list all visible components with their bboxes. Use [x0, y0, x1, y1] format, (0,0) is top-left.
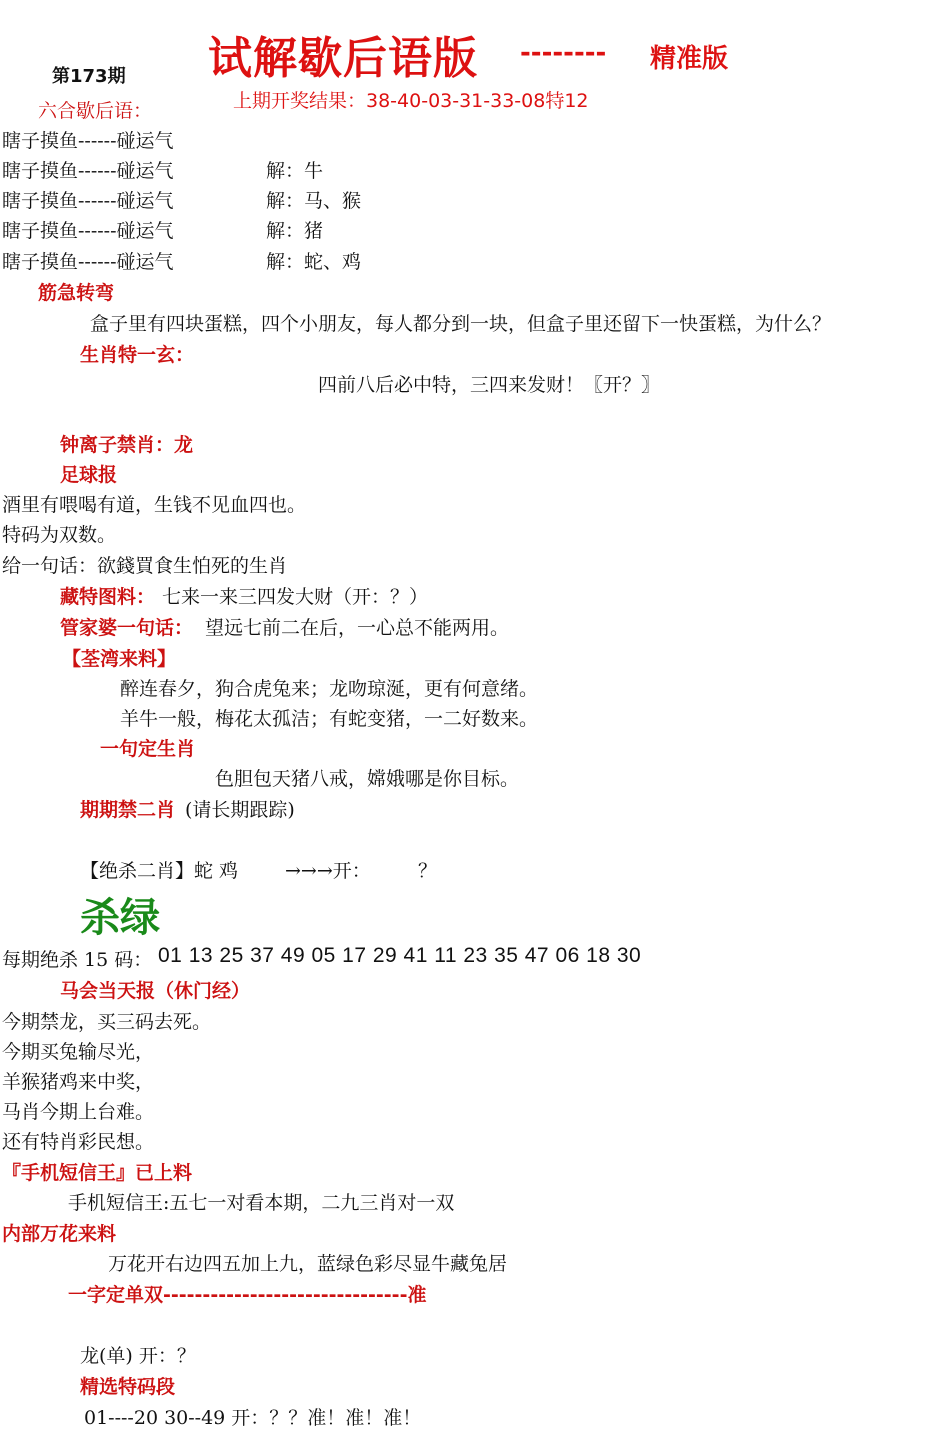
- yiju-heading: 一句定生肖: [100, 738, 196, 760]
- saying-answer: 解：牛: [266, 160, 324, 182]
- saying-line: 瞎子摸鱼------碰运气: [2, 190, 174, 212]
- football-line: 给一句话：欲錢買食生怕死的生肖: [2, 555, 288, 577]
- saying-line: 瞎子摸鱼------碰运气: [2, 160, 174, 182]
- mahui-line: 今期禁龙，买三码去死。: [2, 1011, 212, 1033]
- sms-text: 手机短信王:五七一对看本期，二九三肖对一双: [68, 1192, 455, 1214]
- quanwan-line: 醉连春夕，狗合虎兔来；龙吻琼涎，更有何意绪。: [120, 678, 539, 700]
- wanhua-heading: 内部万花来料: [2, 1223, 117, 1245]
- saying-line: 瞎子摸鱼------碰运气: [2, 251, 174, 273]
- guanjiapo-label: 管家婆一句话：: [60, 617, 194, 639]
- danshuang-heading: 一字定单双-------------------------------准: [68, 1284, 427, 1306]
- saying-line: 瞎子摸鱼------碰运气: [2, 130, 174, 152]
- quanwan-line: 羊牛一般，梅花太孤洁；有蛇变猪，一二好数来。: [120, 708, 539, 730]
- brainteaser-text: 盒子里有四块蛋糕，四个小朋友，每人都分到一块，但盒子里还留下一快蛋糕，为什么？: [90, 313, 832, 335]
- mahui-heading: 马会当天报（休门经）: [60, 980, 251, 1002]
- issue-number: 第173期: [52, 66, 126, 87]
- segment-heading: 精选特码段: [80, 1376, 176, 1398]
- last-result: 上期开奖结果：38-40-03-31-33-08特12: [233, 90, 589, 112]
- kill-arrows: →→→开：: [285, 860, 371, 882]
- mahui-line: 羊猴猪鸡来中奖，: [2, 1071, 155, 1093]
- quanwan-heading: 【荃湾来料】: [62, 648, 177, 670]
- kill-result: ？: [418, 860, 438, 882]
- cangte-label: 藏特图料：: [60, 586, 156, 608]
- liuhe-heading: 六合歇后语：: [38, 100, 153, 122]
- shengxiao-heading: 生肖特一玄：: [80, 344, 195, 366]
- wanhua-text: 万花开右边四五加上九，蓝绿色彩尽显牛藏兔居: [108, 1253, 508, 1275]
- mahui-line: 还有特肖彩民想。: [2, 1131, 155, 1153]
- shengxiao-text: 四前八后必中特，三四来发财！〖开？〗: [318, 374, 661, 396]
- kill-green-heading: 杀绿: [80, 895, 160, 941]
- saying-answer: 解：蛇、鸡: [266, 251, 362, 273]
- title-tail: 精准版: [650, 44, 729, 74]
- segment-text: 01----20 30--49 开：？？准！准！准！: [84, 1407, 422, 1429]
- qiqi-heading: 期期禁二肖: [80, 799, 176, 821]
- saying-answer: 解：马、猴: [266, 190, 362, 212]
- danshuang-text: 龙(单) 开：？: [80, 1345, 196, 1367]
- page-title: 试解歇后语版: [208, 33, 478, 84]
- football-heading: 足球报: [60, 464, 118, 486]
- yiju-text: 色胆包天猪八戒，嫦娥哪是你目标。: [215, 768, 520, 790]
- brainteaser-heading: 筋急转弯: [38, 282, 115, 304]
- kill-label: 【绝杀二肖】蛇 鸡: [80, 860, 239, 882]
- saying-answer: 解：猪: [266, 220, 324, 242]
- kill-green-numbers: 01 13 25 37 49 05 17 29 41 11 23 35 47 06 18 30: [158, 944, 642, 967]
- saying-line: 瞎子摸鱼------碰运气: [2, 220, 174, 242]
- football-line: 特码为双数。: [2, 524, 117, 546]
- mahui-line: 今期买兔输尽光，: [2, 1041, 155, 1063]
- zhongli-label: 钟离子禁肖：龙: [60, 434, 194, 456]
- title-dash: --------: [520, 38, 607, 68]
- qiqi-note: (请长期跟踪): [185, 799, 295, 821]
- guanjiapo-text: 望远七前二在后，一心总不能两用。: [205, 617, 510, 639]
- sms-heading: 『手机短信王』已上料: [2, 1162, 193, 1184]
- football-line: 酒里有喂喝有道，生钱不见血四也。: [2, 494, 307, 516]
- mahui-line: 马肖今期上台难。: [2, 1101, 155, 1123]
- kill-green-label: 每期绝杀 15 码：: [2, 949, 153, 971]
- cangte-text: 七来一来三四发大财（开：？）: [162, 586, 429, 608]
